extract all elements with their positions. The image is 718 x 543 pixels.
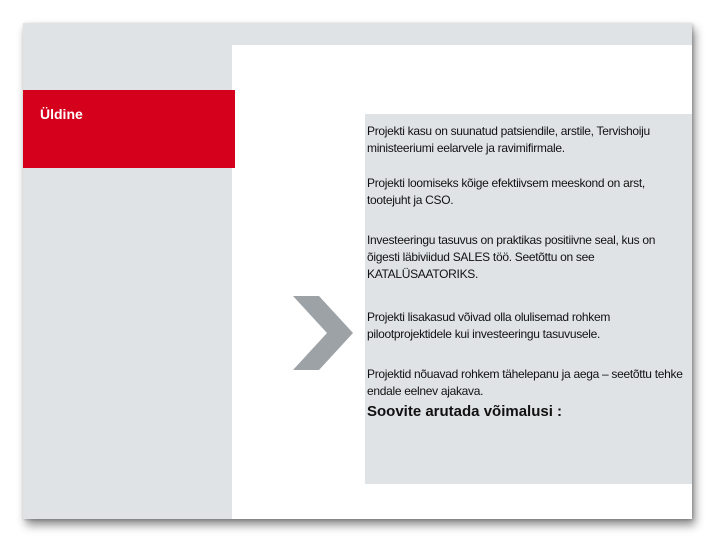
content-text xyxy=(367,123,685,420)
section-banner xyxy=(23,90,235,168)
paragraph: Investeeringu tasuvus on praktikas positiivne seal, kus on õigesti läbiviidud SALES töö. Seetõttu on see KATALÜSAATORIKS. xyxy=(367,233,656,281)
closing-question: Soovite arutada võimalusi : xyxy=(367,403,563,420)
section-label: Üldine xyxy=(40,106,83,122)
paragraph: Projekti lisakasud võivad olla olulisemad rohkem pilootprojektidele kui investeeringu tasuvusele. xyxy=(367,310,611,341)
content-box xyxy=(365,114,692,484)
slide xyxy=(23,23,692,519)
paragraph: Projekti loomiseks kõige efektiivsem meeskond on arst, tootejuht ja CSO. xyxy=(367,176,645,207)
chevron-right-icon xyxy=(293,296,353,370)
paragraph: Projekti kasu on suunatud patsiendile, arstile, Tervishoiju ministeeriumi eelarvele ja ravimifirmale. xyxy=(367,124,650,155)
paragraph: Projektid nõuavad rohkem tähelepanu ja aega – seetõttu tehke endale eelnev ajakava. xyxy=(367,367,683,398)
